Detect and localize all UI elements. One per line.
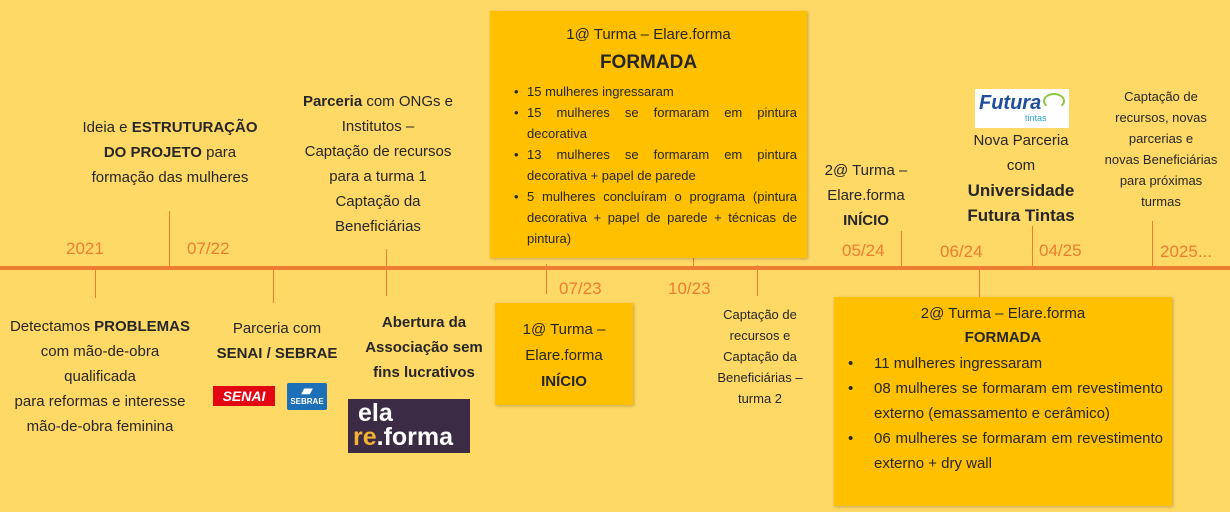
date-0524: 05/24	[842, 241, 885, 260]
tick-2021	[95, 270, 96, 298]
problemas-text: Detectamos PROBLEMAS com mão-de-obra qualificada para reformas e interesse mão-de-obra feminina	[9, 318, 191, 435]
futura-parceria-text: Nova Parceria com Universidade Futura Tintas	[967, 132, 1075, 225]
sebrae-logo: ▰ SEBRAE	[287, 383, 327, 410]
date-0425: 04/25	[1039, 241, 1082, 260]
date-0722: 07/22	[187, 239, 230, 258]
captacao-proximas-turmas-text: Captação de recursos, novas parcerias e novas Beneficiárias para próximas turmas	[1104, 89, 1218, 209]
turma1-formada-item: • 15 mulheres se formaram em pintura decorativa	[514, 105, 797, 141]
turma2-formada-item: • 08 mulheres se formaram em revestimento externo (emassamento e cerâmico)	[848, 380, 1163, 422]
turma2-formada-title: 2@ Turma – Elare.forma	[920, 305, 1086, 322]
tick-ideia	[169, 211, 170, 266]
ideia-estruturacao-text: Ideia e ESTRUTURAÇÃO DO PROJETO para formação das mulheres	[82, 119, 258, 186]
turma1-formada-item: • 15 mulheres ingressaram	[514, 84, 674, 99]
parceria-ongs-text: Parceria com ONGs e Institutos – Captação de recursos para a turma 1 Captação da Beneficiárias	[302, 93, 454, 235]
timeline-line	[0, 266, 1230, 270]
tick-0425	[1032, 226, 1033, 266]
date-1023: 10/23	[668, 279, 711, 298]
elareforma-logo: ela re.forma	[348, 399, 470, 453]
senai-logo: SENAI	[213, 386, 275, 406]
tick-0722	[273, 270, 274, 303]
tick-0524	[901, 231, 902, 266]
turma2-inicio-text: 2@ Turma – Elare.forma INÍCIO	[824, 162, 908, 229]
date-0624: 06/24	[940, 242, 983, 261]
futura-tintas-logo: Futura tintas	[975, 89, 1069, 128]
turma1-formada-title: 1@ Turma – Elare.forma	[566, 26, 731, 43]
turma2-formada-box	[834, 297, 1172, 506]
tick-captacao-t2	[757, 265, 758, 296]
parceria-senai-text: Parceria com SENAI / SEBRAE	[216, 320, 338, 362]
turma2-formada-status: FORMADA	[964, 329, 1042, 346]
tick-parceria	[386, 249, 387, 266]
turma1-inicio-box: 1@ Turma – Elare.forma INÍCIO	[495, 303, 633, 405]
date-2025: 2025...	[1160, 242, 1212, 261]
date-2021: 2021	[66, 239, 104, 258]
date-0723: 07/23	[559, 279, 602, 298]
turma1-formada-status: FORMADA	[599, 52, 698, 73]
captacao-turma2-text: Captação de recursos e Captação da Beneficiárias – turma 2	[717, 307, 803, 406]
turma1-formada-item: • 13 mulheres se formaram em pintura decorativa + papel de parede	[514, 147, 797, 183]
tick-2025	[1152, 221, 1153, 266]
tick-0723	[546, 264, 547, 294]
turma1-formada-box	[490, 11, 807, 258]
turma2-formada-item: • 11 mulheres ingressaram	[848, 355, 1043, 372]
tick-associacao	[386, 270, 387, 296]
turma1-formada-item: • 5 mulheres concluíram o programa (pintura decorativa + papel de parede + técnicas de pintura)	[514, 189, 797, 246]
turma2-formada-item: • 06 mulheres se formaram em revestimento externo + dry wall	[848, 430, 1163, 472]
associacao-text: Abertura da Associação sem fins lucrativos	[365, 314, 483, 381]
